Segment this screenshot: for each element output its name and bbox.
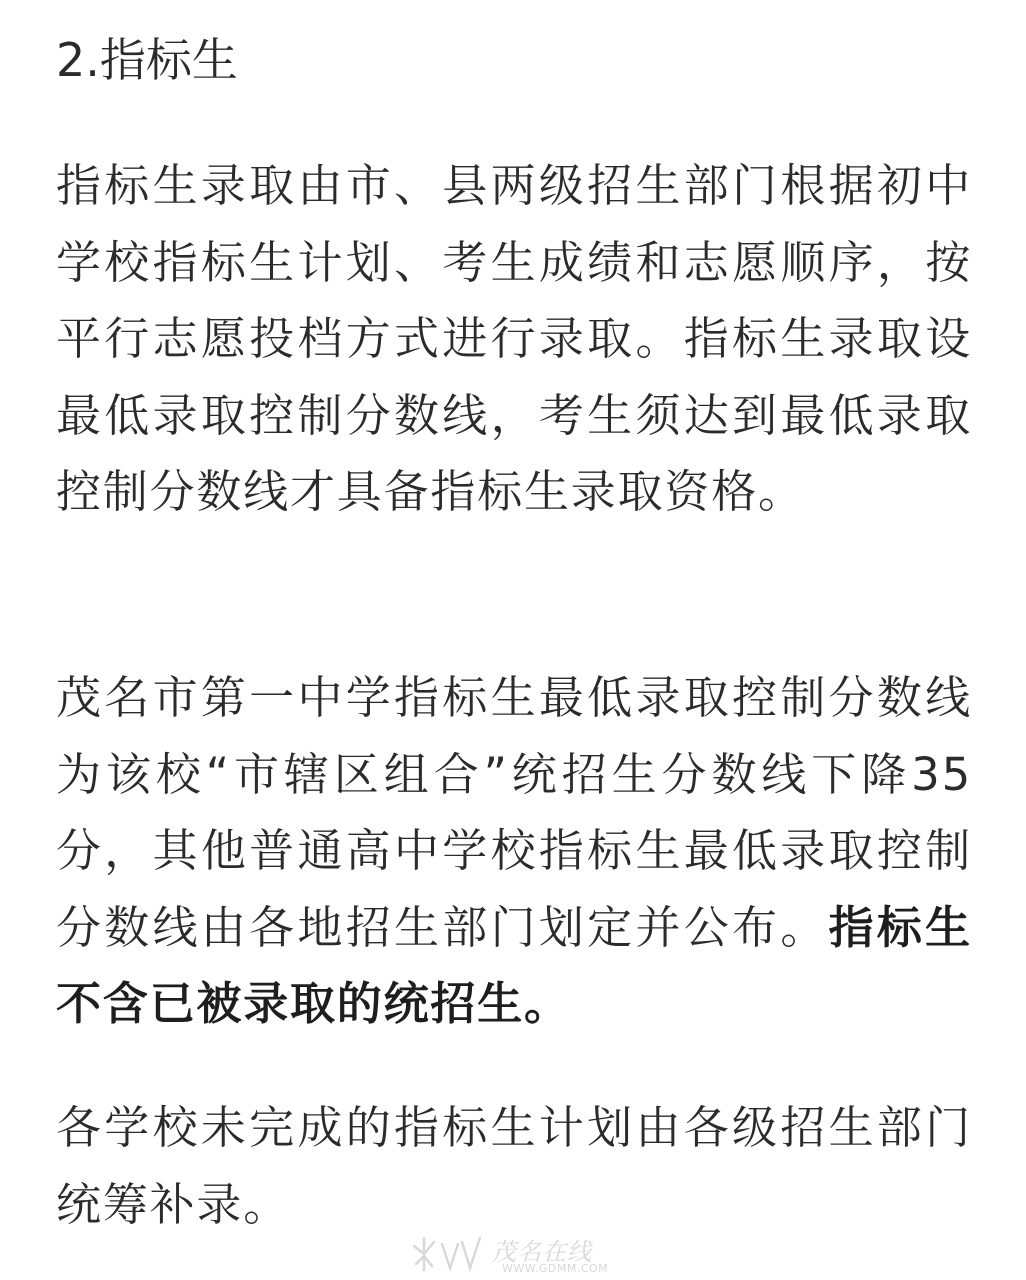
section-heading: 2.指标生	[56, 33, 238, 87]
paragraph-score-line-text: 茂名市第一中学指标生最低录取控制分数线为该校“市辖区组合”统招生分数线下降35分，其他普通高中学校指标生最低录取控制分数线由各地招生部门划定并公布。	[56, 671, 972, 954]
paragraph-score-line-emphasis: 指标生不含已被录取的统招生。	[56, 900, 972, 1030]
paragraph-score-line	[56, 660, 972, 1043]
watermark-logo-icon	[410, 1230, 490, 1278]
watermark-url: WWW.GDMM.COM	[502, 1262, 609, 1275]
paragraph-supplementary: 各学校未完成的指标生计划由各级招生部门统筹补录。	[56, 1101, 972, 1231]
site-watermark	[410, 1230, 630, 1278]
paragraph-admission-rules: 指标生录取由市、县两级招生部门根据初中学校指标生计划、考生成绩和志愿顺序，按平行志愿投档方式进行录取。指标生录取设最低录取控制分数线，考生须达到最低录取控制分数线才具备指标生录取资格。	[56, 159, 972, 518]
watermark-site-name: 茂名在线	[492, 1238, 592, 1266]
